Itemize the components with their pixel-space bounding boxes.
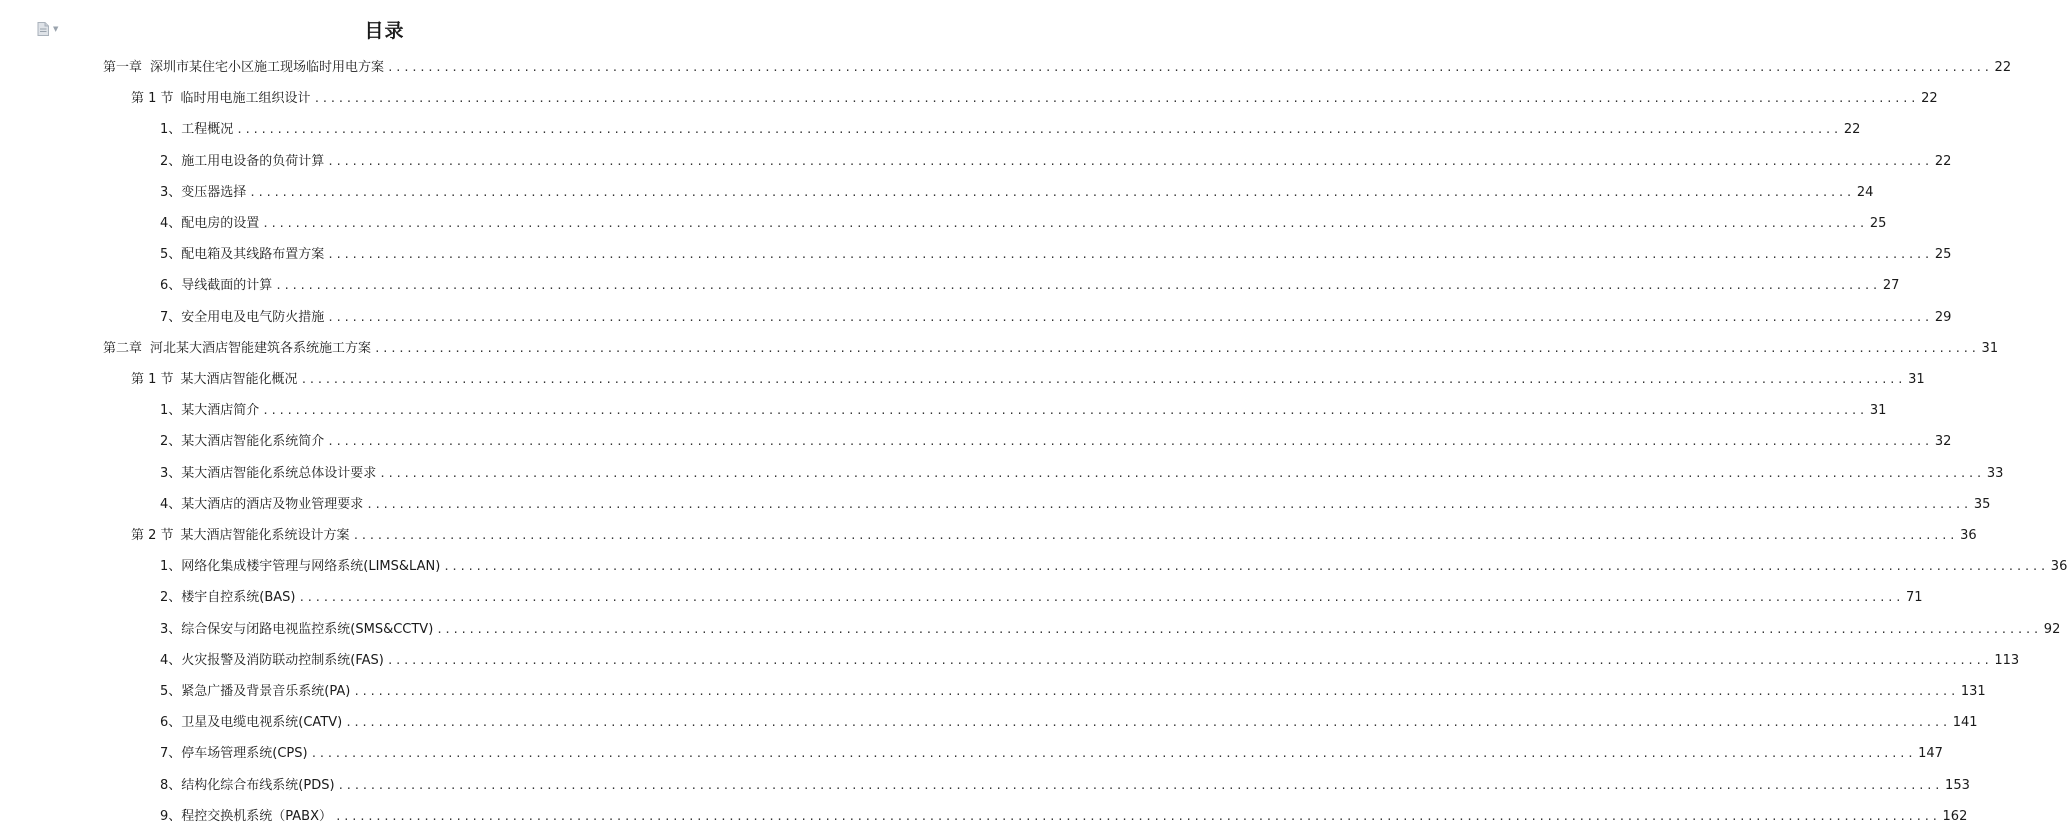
- dot-leader: ........................................................................................................................................................................................................: [327, 310, 1932, 324]
- dot-leader: ........................................................................................................................................................................................................: [262, 404, 1867, 418]
- toc-entry-title: 深圳市某住宅小区施工现场临时用电方案: [150, 60, 385, 75]
- page-title: 目录: [364, 20, 405, 42]
- dot-leader: ........................................................................................................................................................................................................: [386, 653, 1992, 667]
- toc-entry-page-number: 153: [1945, 777, 1970, 793]
- toc-entry-number: 2、: [160, 153, 182, 169]
- dot-leader: ........................................................................................................................................................................................................: [262, 217, 1867, 230]
- toc-entry-page-number: 31: [1908, 372, 1925, 387]
- toc-entry-title: 楼宇自控系统(BAS): [181, 590, 296, 606]
- toc-entry-page-number: 36: [2050, 559, 2067, 575]
- toc-entry-title: 综合保安与闭路电视监控系统(SMS&CCTV): [181, 621, 434, 637]
- toc-entry-number: 7、: [160, 746, 182, 762]
- toc-entry[interactable]: [160, 807, 1968, 827]
- toc-entry-number: 8、: [160, 777, 182, 793]
- toc-entry-title: 配电箱及其线路布置方案: [181, 247, 325, 263]
- toc-entry-number: 3、: [160, 621, 182, 637]
- toc-entry[interactable]: [131, 370, 1925, 390]
- toc-entry-number: 1、: [160, 559, 182, 575]
- toc-entry-page-number: 22: [1994, 60, 2012, 75]
- toc-entry[interactable]: [160, 588, 1923, 608]
- toc-entry-page-number: 33: [1986, 465, 2004, 481]
- toc-entry[interactable]: [160, 245, 1952, 265]
- toc-entry[interactable]: [160, 557, 2067, 577]
- toc-entry[interactable]: [160, 401, 1887, 421]
- toc-entry-number: 第 2 节: [131, 528, 174, 543]
- dot-leader: ........................................................................................................................................................................................................: [327, 248, 1932, 262]
- toc-entry-page-number: 25: [1934, 247, 1952, 263]
- dot-leader: ........................................................................................................................................................................................................: [379, 466, 1984, 480]
- toc-entry[interactable]: [160, 308, 1952, 328]
- toc-entry[interactable]: [160, 713, 1978, 733]
- toc-entry-number: 2、: [160, 590, 182, 606]
- dot-leader: ........................................................................................................................................................................................................: [374, 341, 1979, 355]
- toc-entry-number: 6、: [160, 278, 182, 294]
- dot-leader: ........................................................................................................................................................................................................: [335, 809, 1940, 823]
- toc-entry-title: 某大酒店简介: [181, 403, 260, 419]
- toc-entry-number: 第二章: [103, 340, 143, 356]
- dot-leader: ........................................................................................................................................................................................................: [366, 497, 1971, 511]
- toc-entry-page-number: 31: [1981, 340, 1999, 356]
- toc-entry-title: 程控交换机系统（PABX）: [181, 808, 333, 824]
- dot-leader: ........................................................................................................................................................................................................: [249, 185, 1854, 199]
- dot-leader: ........................................................................................................................................................................................................: [345, 716, 1950, 730]
- toc-entry-page-number: 92: [2043, 621, 2061, 637]
- toc-entry[interactable]: [131, 89, 1938, 109]
- dot-leader: ........................................................................................................................................................................................................: [300, 373, 1906, 386]
- toc-entry-number: 第一章: [103, 60, 143, 75]
- toc-entry-number: 3、: [160, 184, 182, 200]
- toc-entry-title: 工程概况: [181, 122, 234, 138]
- toc-entry[interactable]: [160, 276, 1900, 296]
- toc-entry-number: 7、: [160, 309, 182, 325]
- toc-entry[interactable]: [160, 620, 2061, 640]
- toc-entry-page-number: 162: [1942, 808, 1968, 824]
- toc-entry-title: 卫星及电缆电视系统(CATV): [181, 715, 343, 731]
- dot-leader: ........................................................................................................................................................................................................: [275, 279, 1880, 293]
- toc-entry-page-number: 71: [1906, 590, 1923, 606]
- toc-entry-number: 6、: [160, 715, 182, 731]
- toc-entry[interactable]: [160, 776, 1970, 796]
- toc-entry-title: 网络化集成楼宇管理与网络系统(LIMS&LAN): [181, 559, 441, 575]
- toc-entry-number: 2、: [160, 434, 182, 450]
- toc-entry-page-number: 31: [1869, 403, 1887, 419]
- toc-entry-page-number: 29: [1934, 309, 1952, 325]
- dot-leader: ........................................................................................................................................................................................................: [387, 61, 1992, 74]
- dot-leader: ........................................................................................................................................................................................................: [436, 622, 2041, 636]
- dot-leader: ........................................................................................................................................................................................................: [327, 435, 1932, 449]
- toc-entry-title: 某大酒店智能化概况: [180, 372, 298, 387]
- toc-entry-number: 4、: [160, 496, 182, 512]
- toc-entry-page-number: 113: [1994, 652, 2020, 668]
- toc-entry-number: 1、: [160, 122, 182, 138]
- toc-entry-title: 施工用电设备的负荷计算: [181, 153, 325, 169]
- toc-entry[interactable]: [160, 495, 1991, 515]
- dot-leader: ........................................................................................................................................................................................................: [310, 747, 1916, 761]
- toc-entry-page-number: 147: [1918, 746, 1943, 762]
- toc-entry-number: 5、: [160, 247, 182, 263]
- toc-entry[interactable]: [103, 339, 1999, 359]
- toc-entry[interactable]: [103, 58, 2012, 78]
- toc-entry-title: 临时用电施工组织设计: [180, 91, 311, 107]
- toc-entry-page-number: 36: [1960, 528, 1977, 543]
- toc-entry[interactable]: [160, 432, 1952, 452]
- toc-entry-title: 某大酒店的酒店及物业管理要求: [181, 496, 364, 512]
- toc-entry[interactable]: [160, 682, 1986, 702]
- toc-entry-title: 紧急广播及背景音乐系统(PA): [181, 684, 351, 699]
- toc-entry-page-number: 131: [1960, 684, 1986, 699]
- toc-entry-page-number: 32: [1934, 434, 1952, 450]
- toc-entry-title: 某大酒店智能化系统简介: [181, 434, 325, 450]
- toc-entry-title: 火灾报警及消防联动控制系统(FAS): [181, 652, 384, 668]
- toc-entry-number: 9、: [160, 808, 182, 824]
- dot-leader: ........................................................................................................................................................................................................: [313, 92, 1919, 106]
- toc-entry[interactable]: [160, 651, 2020, 671]
- dot-leader: ........................................................................................................................................................................................................: [337, 778, 1943, 792]
- dot-leader: ........................................................................................................................................................................................................: [236, 123, 1841, 137]
- toc-entry[interactable]: [160, 120, 1861, 140]
- toc-entry-number: 第 1 节: [131, 372, 174, 387]
- toc-entry[interactable]: [131, 526, 1977, 546]
- dot-leader: ........................................................................................................................................................................................................: [327, 154, 1932, 168]
- toc-entry-title: 导线截面的计算: [181, 278, 273, 294]
- toc-entry[interactable]: [160, 152, 1952, 172]
- toc-entry-page-number: 141: [1952, 715, 1978, 731]
- toc-entry[interactable]: [160, 744, 1943, 764]
- toc-entry[interactable]: [160, 214, 1887, 234]
- toc-entry-title: 安全用电及电气防火措施: [181, 309, 325, 325]
- toc-entry-title: 停车场管理系统(CPS): [181, 746, 308, 762]
- toc-entry-number: 第 1 节: [131, 91, 174, 107]
- toc-entry-number: 5、: [160, 684, 182, 699]
- dot-leader: ........................................................................................................................................................................................................: [443, 560, 2048, 574]
- toc-entry-page-number: 22: [1843, 122, 1861, 138]
- toc-entry-page-number: 22: [1934, 153, 1952, 169]
- toc-entry-page-number: 27: [1882, 278, 1900, 294]
- dot-leader: ........................................................................................................................................................................................................: [352, 529, 1958, 542]
- toc-entry-title: 河北某大酒店智能建筑各系统施工方案: [150, 340, 372, 356]
- toc-entry[interactable]: [160, 464, 2004, 484]
- toc-entry-page-number: 24: [1856, 184, 1874, 200]
- toc-entry-page-number: 35: [1973, 496, 1991, 512]
- toc-entry-page-number: 22: [1921, 91, 1938, 107]
- toc-entry-number: 1、: [160, 403, 182, 419]
- toc-entry-number: 4、: [160, 216, 182, 231]
- toc-entry-number: 3、: [160, 465, 182, 481]
- dot-leader: ........................................................................................................................................................................................................: [353, 685, 1958, 698]
- toc-entry-title: 某大酒店智能化系统设计方案: [180, 528, 350, 543]
- chevron-down-icon: ▼: [53, 24, 59, 33]
- toc-entry-title: 某大酒店智能化系统总体设计要求: [181, 465, 377, 481]
- toc-entry-title: 配电房的设置: [181, 216, 260, 231]
- toc-entry[interactable]: [160, 183, 1874, 203]
- toc-entry-number: 4、: [160, 652, 182, 668]
- toc-entry-page-number: 25: [1869, 216, 1887, 231]
- toc-entry-title: 变压器选择: [181, 184, 247, 200]
- toc-entry-title: 结构化综合布线系统(PDS): [181, 777, 335, 793]
- dot-leader: ........................................................................................................................................................................................................: [298, 591, 1904, 605]
